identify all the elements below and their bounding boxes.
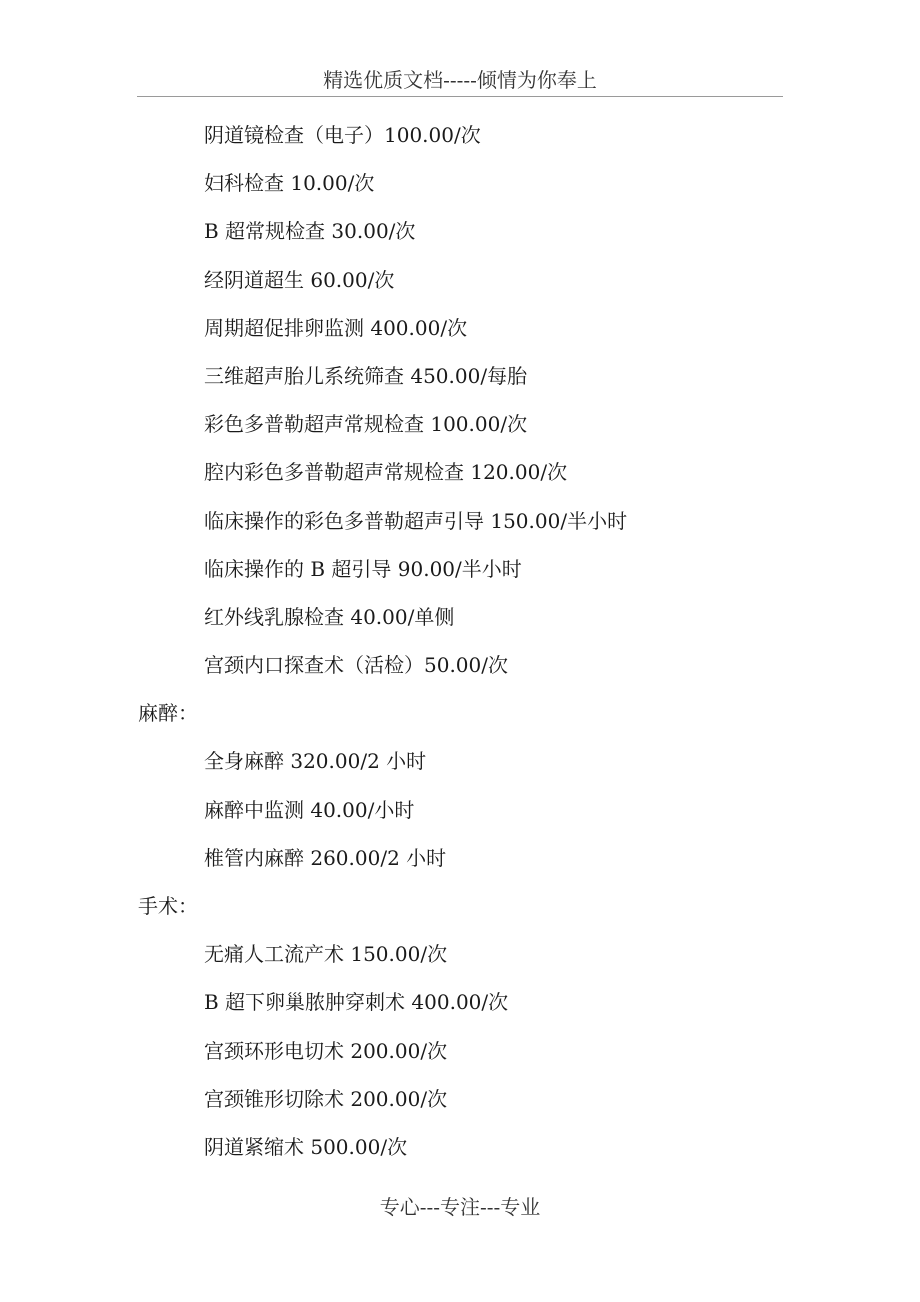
list-item: 全身麻醉 320.00/2 小时 xyxy=(204,749,427,774)
list-item: 宫颈锥形切除术 200.00/次 xyxy=(204,1086,448,1111)
page-header: 精选优质文档-----倾情为你奉上 xyxy=(323,68,597,92)
section-heading-anesthesia: 麻醉： xyxy=(138,701,198,726)
list-item: 红外线乳腺检查 40.00/单侧 xyxy=(204,604,455,629)
document-body xyxy=(0,115,920,1175)
list-item: 周期超促排卵监测 400.00/次 xyxy=(204,315,468,340)
list-item: 宫颈环形电切术 200.00/次 xyxy=(204,1038,448,1063)
page-footer: 专心---专注---专业 xyxy=(379,1195,541,1219)
section-heading-surgery: 手术： xyxy=(138,894,198,918)
list-item: 妇科检查 10.00/次 xyxy=(204,171,375,196)
list-item: 经阴道超生 60.00/次 xyxy=(204,267,395,292)
list-item: B 超常规检查 30.00/次 xyxy=(204,219,416,244)
list-item: 三维超声胎儿系统筛查 450.00/每胎 xyxy=(204,363,528,388)
list-item: 阴道镜检查（电子）100.00/次 xyxy=(204,123,481,147)
list-item: 阴道紧缩术 500.00/次 xyxy=(204,1134,408,1159)
list-item: 临床操作的 B 超引导 90.00/半小时 xyxy=(204,556,522,581)
list-item: 彩色多普勒超声常规检查 100.00/次 xyxy=(204,412,528,437)
list-item: 宫颈内口探查术（活检）50.00/次 xyxy=(204,653,508,678)
list-item: 无痛人工流产术 150.00/次 xyxy=(204,942,448,967)
list-item: 椎管内麻醉 260.00/2 小时 xyxy=(204,845,447,870)
list-item: 临床操作的彩色多普勒超声引导 150.00/半小时 xyxy=(204,508,628,533)
list-item: B 超下卵巢脓肿穿刺术 400.00/次 xyxy=(204,990,509,1015)
list-item: 腔内彩色多普勒超声常规检查 120.00/次 xyxy=(204,460,568,485)
header-divider xyxy=(137,96,783,97)
list-item: 麻醉中监测 40.00/小时 xyxy=(204,797,415,822)
